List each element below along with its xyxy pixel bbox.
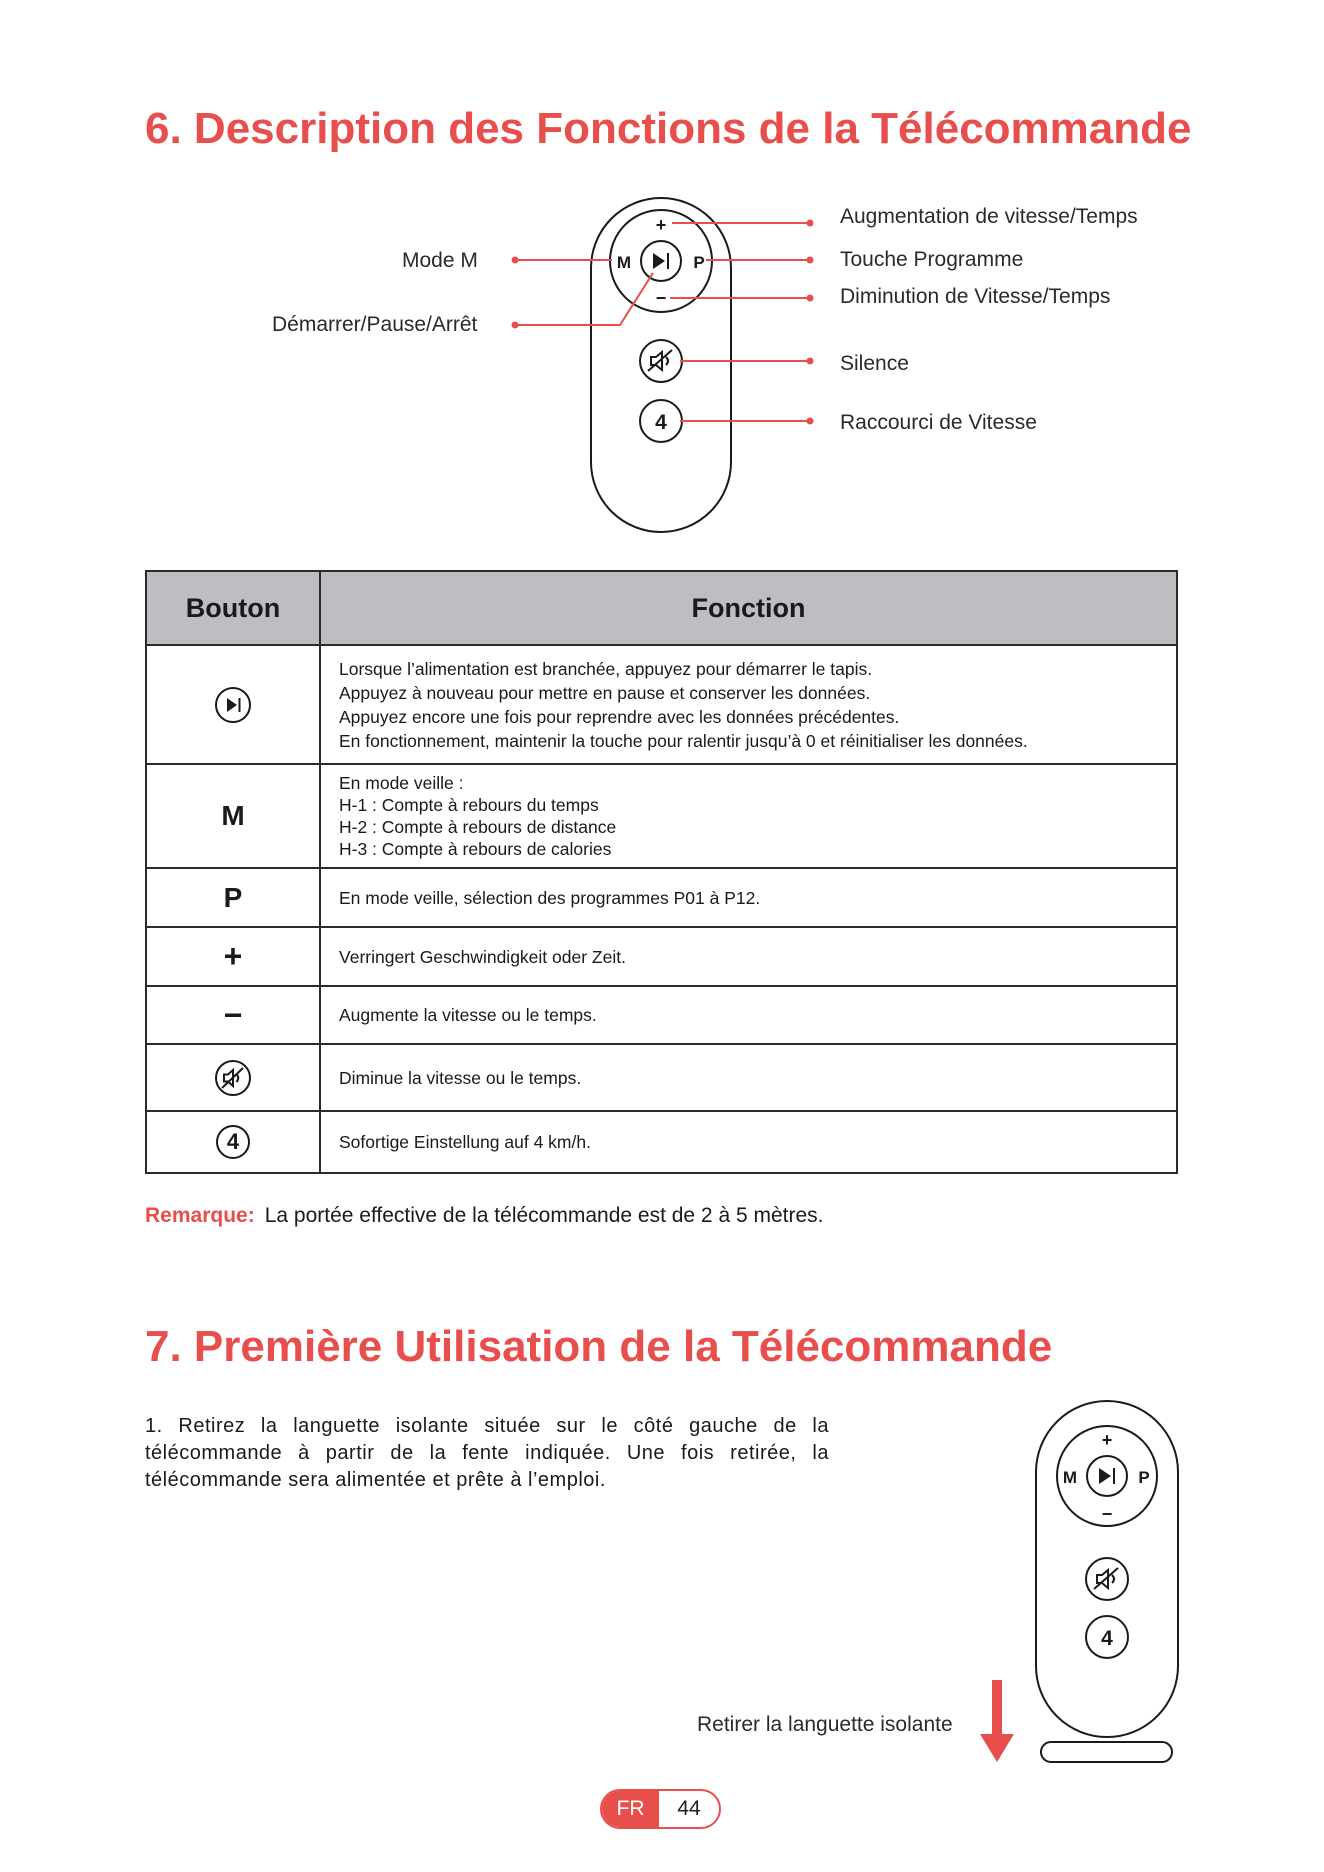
table-row [146, 986, 1177, 1044]
row-button-plus: + [146, 927, 320, 986]
insulating-tab [1041, 1742, 1172, 1762]
note-label: Remarque: [145, 1204, 255, 1227]
row-button-m: M [146, 764, 320, 868]
table-row [146, 868, 1177, 927]
function-table [145, 570, 1178, 1174]
remote-p-key: P [693, 253, 705, 272]
row-button-play [146, 645, 320, 764]
note-text: La portée effective de la télécommande est de 2 à 5 mètres. [264, 1204, 824, 1227]
section-7-title: 7. Première Utilisation de la Télécommande [145, 1322, 1053, 1371]
callout-lines [515, 223, 810, 421]
step-1-text: 1. Retirez la languette isolante située sur le côté gauche de la télécommande à partir de la fente indiquée. Une fois retirée, la télécommande sera alimentée et prête à l’emploi. [145, 1415, 829, 1491]
remote-four-key: 4 [655, 411, 667, 434]
remote-m-key: M [616, 253, 632, 272]
play-pause-icon [214, 686, 252, 724]
mute-icon [214, 1059, 252, 1097]
row-function: Verringert Geschwindigkeit oder Zeit. [320, 927, 1177, 986]
callout-mode-m: Mode M [402, 249, 478, 272]
remote-diagram [0, 0, 1324, 560]
mute-icon [1094, 1568, 1118, 1589]
page-number: 44 [677, 1797, 701, 1820]
row-button-four [146, 1111, 320, 1173]
row-button-p: P [146, 868, 320, 927]
table-row [146, 1044, 1177, 1111]
remote2-four-key: 4 [1101, 1627, 1113, 1650]
table-header-row [146, 571, 1177, 645]
callout-start-pause: Démarrer/Pause/Arrêt [272, 313, 478, 336]
tab-label: Retirer la languette isolante [697, 1713, 953, 1736]
callout-speed-up: Augmentation de vitesse/Temps [840, 205, 1138, 228]
callout-mute: Silence [840, 352, 909, 375]
table-row [146, 1111, 1177, 1173]
remote-plus-key: + [655, 215, 667, 235]
callout-shortcut: Raccourci de Vitesse [840, 411, 1037, 434]
remote2-p-key: P [1138, 1468, 1150, 1487]
row-function: Lorsque l’alimentation est branchée, appuyez pour démarrer le tapis. Appuyez à nouveau pour mettre en pause et conserver les données. Appuyez encore une fois pour reprendre avec les données précédentes. En fonctionnement, maintenir la touche pour ralentir jusqu’à 0 et réinitialiser les données. [320, 645, 1177, 764]
row-function: Augmente la vitesse ou le temps. [320, 986, 1177, 1044]
row-button-mute [146, 1044, 320, 1111]
table-row [146, 927, 1177, 986]
section-6-title: 6. Description des Fonctions de la Télécommande [145, 104, 1192, 153]
remote-minus-key: − [655, 288, 667, 308]
row-function: Diminue la vitesse ou le temps. [320, 1044, 1177, 1111]
remote-body-2 [1036, 1401, 1178, 1737]
four-button-icon: 4 [216, 1125, 250, 1159]
header-button: Bouton [146, 571, 320, 645]
callout-program: Touche Programme [840, 248, 1024, 271]
play-pause-icon [1099, 1468, 1115, 1484]
callout-speed-down: Diminution de Vitesse/Temps [840, 285, 1111, 308]
language-badge: FR [602, 1791, 659, 1827]
row-function: En mode veille, sélection des programmes P01 à P12. [320, 868, 1177, 927]
row-function: En mode veille : H-1 : Compte à rebours du temps H-2 : Compte à rebours de distance H-3 : Compte à rebours de calories [320, 764, 1177, 868]
mute-icon [648, 350, 672, 371]
remote2-m-key: M [1062, 1468, 1078, 1487]
note [145, 1204, 823, 1228]
row-function: Sofortige Einstellung auf 4 km/h. [320, 1111, 1177, 1173]
callout-dots [512, 220, 814, 425]
header-function: Fonction [320, 571, 1177, 645]
down-arrow-icon [980, 1680, 1014, 1762]
row-button-minus: − [146, 986, 320, 1044]
page-indicator [600, 1789, 721, 1829]
remote2-plus-key: + [1101, 1430, 1113, 1450]
remote2-minus-key: − [1101, 1504, 1113, 1524]
play-pause-icon [653, 253, 669, 269]
table-row [146, 764, 1177, 868]
table-row [146, 645, 1177, 764]
